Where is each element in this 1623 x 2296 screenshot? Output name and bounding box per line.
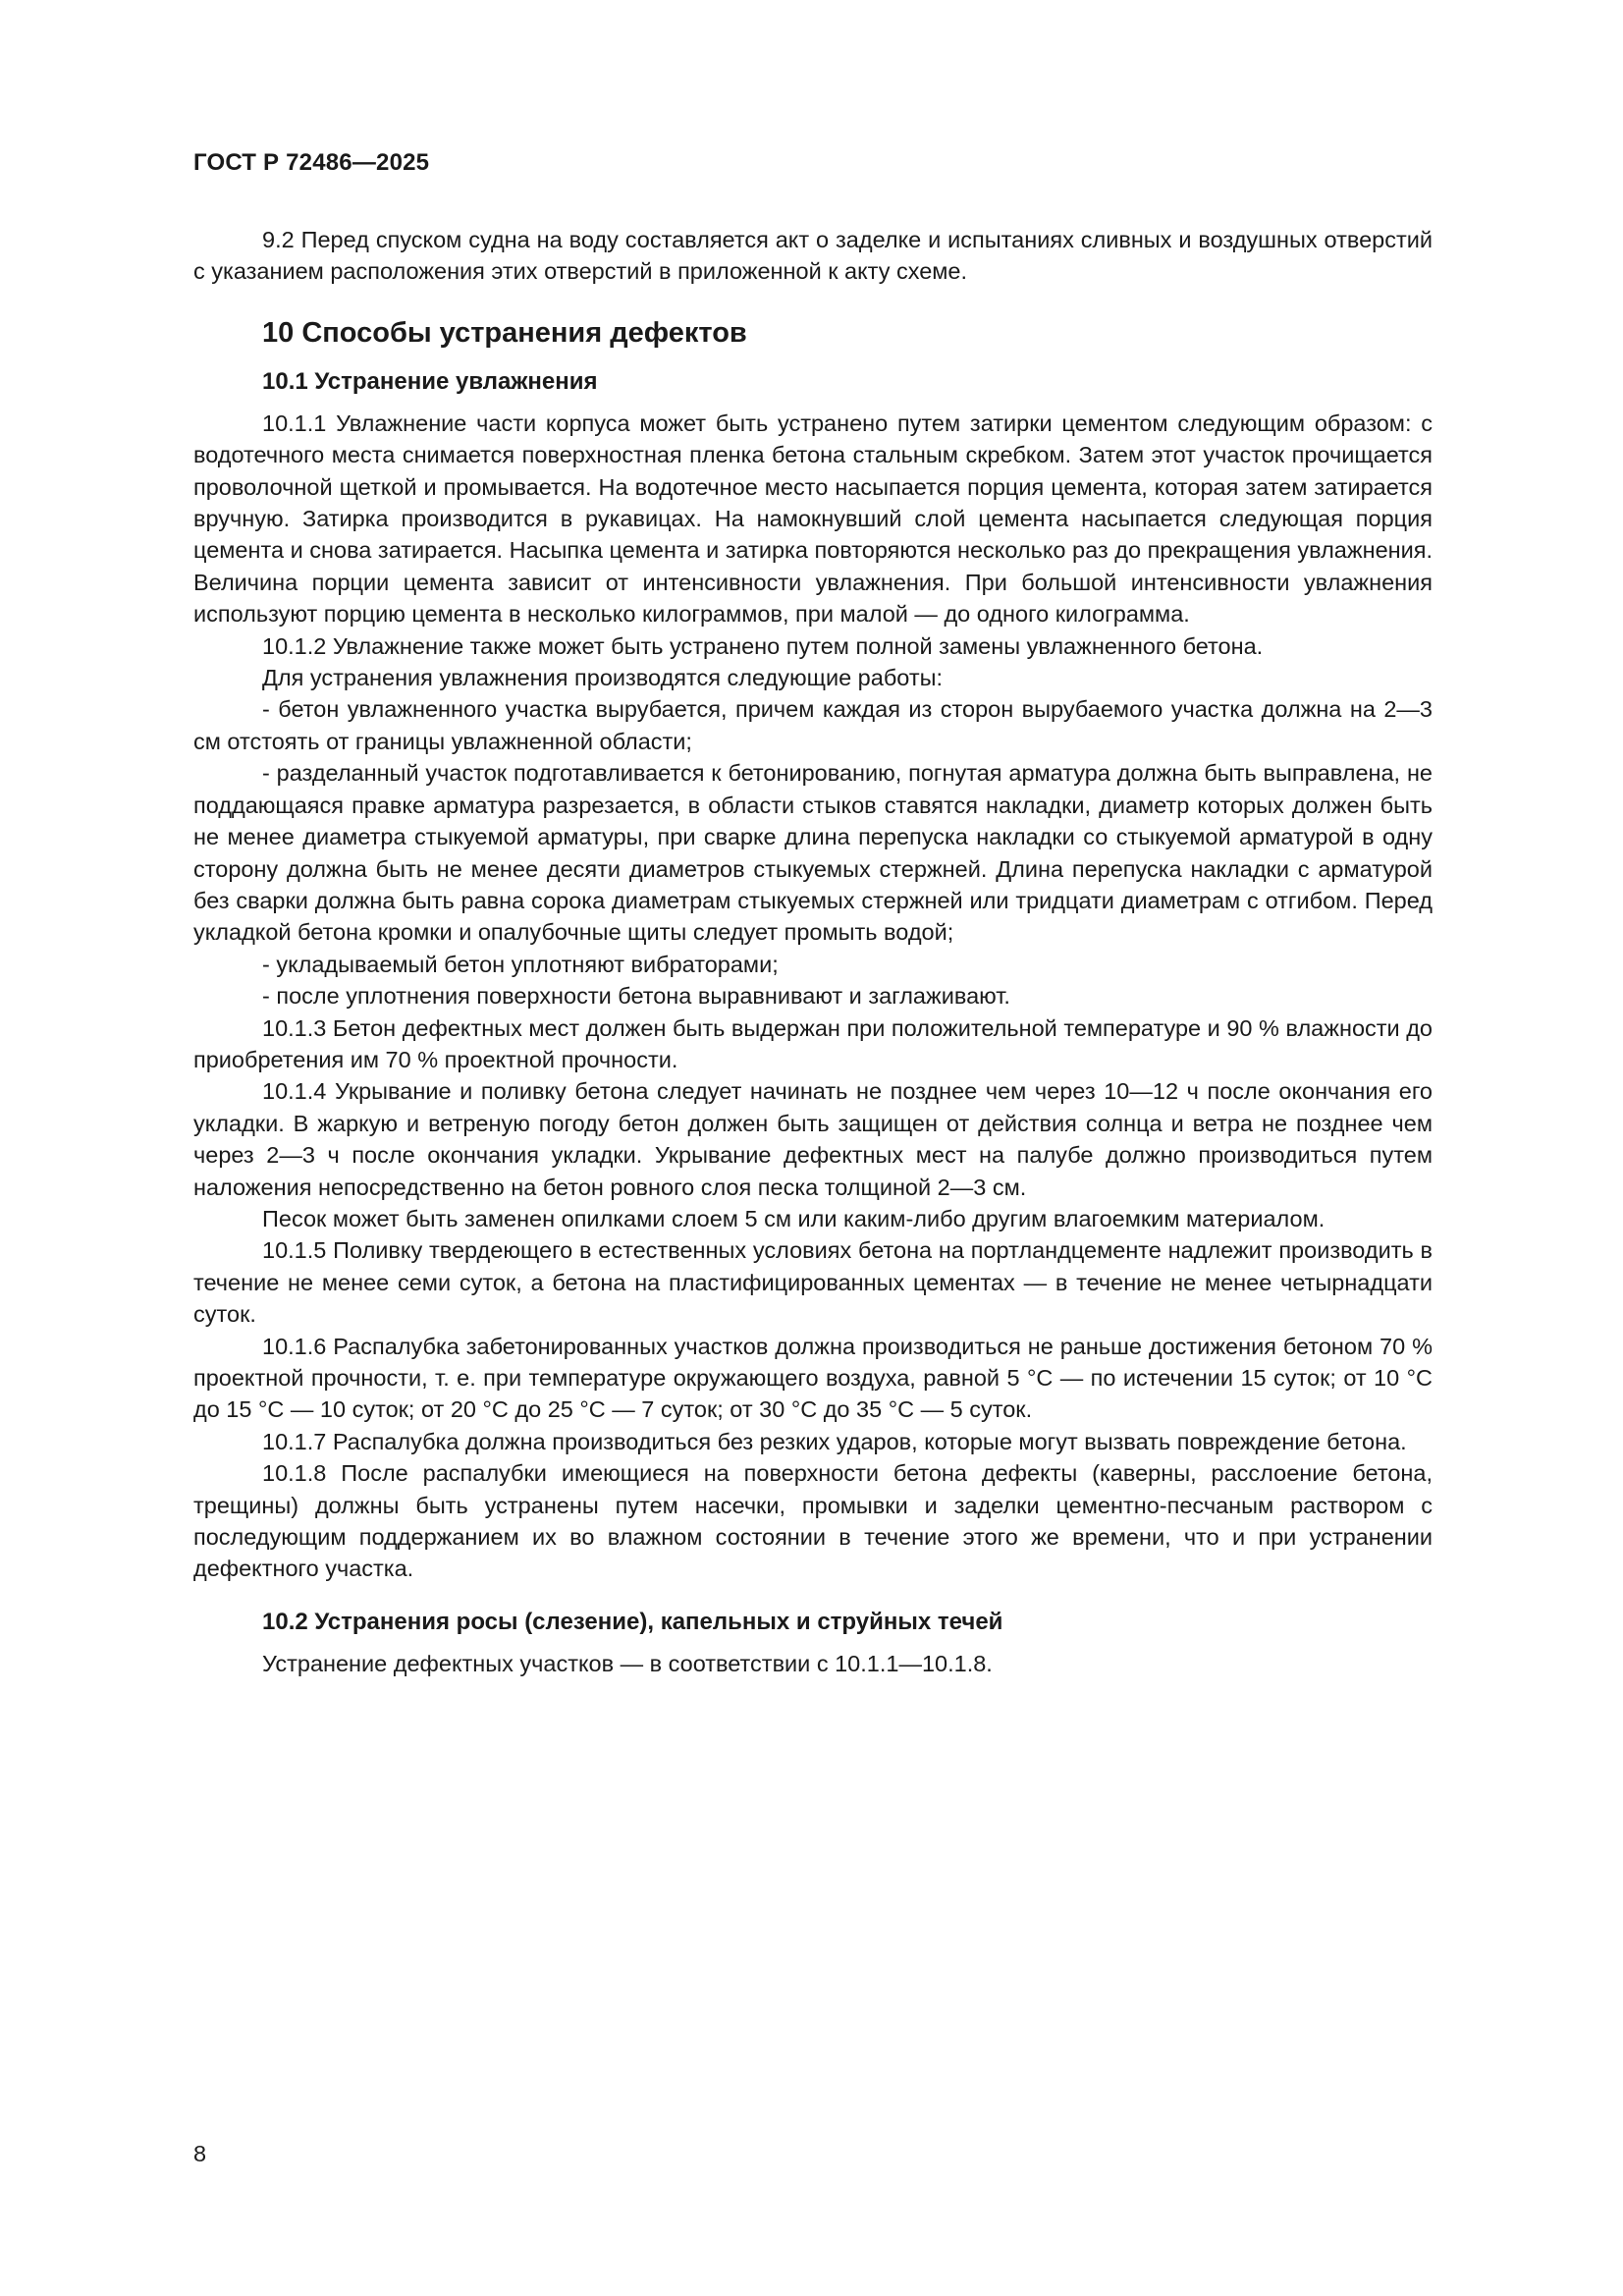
document-code-header: ГОСТ Р 72486—2025	[193, 149, 430, 176]
list-item-prepare-area: - разделанный участок подготавливается к бетонированию, погнутая арматура должна быть выправлена, не поддающаяся правке арматура разрезается, в области стыков ставятся накладки, диаметр которых должен быть не менее диаметра стыкуемой арматуры, при сварке длина перепуска накладки со стыкуемой арматурой в одну сторону должна быть не менее десяти диаметров стыкуемых стержней. Длина перепуска накладки с арматурой без сварки должна быть равна сорока диаметрам стыкуемых стержней или тридцати диаметрам с отгибом. Перед укладкой бетона кромки и опалубочные щиты следует промыть водой;	[193, 760, 1433, 946]
paragraph-9-2: 9.2 Перед спуском судна на воду составляется акт о заделке и испытаниях сливных и воздушных отверстий с указанием расположения этих отверстий в приложенной к акту схеме.	[193, 227, 1433, 285]
subsection-10-1-heading: 10.1 Устранение увлажнения	[262, 367, 598, 395]
paragraph-10-1-4: 10.1.4 Укрывание и поливку бетона следует начинать не позднее чем через 10—12 ч после окончания его укладки. В жаркую и ветреную погоду бетон должен быть защищен от действия солнца и ветра не позднее чем через 2—3 ч после окончания укладки. Укрывание дефектных мест на палубе должно производиться путем наложения непосредственно на бетон ровного слоя песка толщиной 2—3 см.	[193, 1078, 1433, 1200]
paragraph-sand-replacement: Песок может быть заменен опилками слоем 5 см или каким-либо другим влагоемким материалом.	[262, 1205, 1325, 1231]
list-item-cut-concrete: - бетон увлажненного участка вырубается, причем каждая из сторон вырубаемого участка должна на 2—3 см отстоять от границы увлажненной области;	[193, 696, 1433, 754]
paragraph-10-1-6: 10.1.6 Распалубка забетонированных участков должна производиться не раньше достижения бетоном 70 % проектной прочности, т. е. при температуре окружающего воздуха, равной 5 °С — по истечении 15 суток; от 10 °С до 15 °С — 10 суток; от 20 °С до 25 °С — 7 суток; от 30 °С до 35 °С — 5 суток.	[193, 1333, 1433, 1423]
paragraph-10-1-8: 10.1.8 После распалубки имеющиеся на поверхности бетона дефекты (каверны, расслоение бетона, трещины) должны быть устранены путем насечки, промывки и заделки цементно-песчаным раствором с последующим поддержанием их во влажном состоянии в течение этого же времени, что и при устранении дефектного участка.	[193, 1460, 1433, 1582]
paragraph-10-1-7: 10.1.7 Распалубка должна производиться без резких ударов, которые могут вызвать повреждение бетона.	[262, 1428, 1407, 1454]
list-item-level-surface: - после уплотнения поверхности бетона выравнивают и заглаживают.	[262, 983, 1010, 1010]
section-10-heading: 10 Способы устранения дефектов	[262, 316, 747, 349]
paragraph-10-1-1: 10.1.1 Увлажнение части корпуса может быть устранено путем затирки цементом следующим образом: с водотечного места снимается поверхностная пленка бетона стальным скребком. Затем этот участок прочищается проволочной щеткой и промывается. На водотечное место насыпается порция цемента, которая затем затирается вручную. Затирка производится в рукавицах. На намокнувший слой цемента насыпается следующая порция цемента и снова затирается. Насыпка цемента и затирка повторяются несколько раз до прекращения увлажнения. Величина порции цемента зависит от интенсивности увлажнения. При большой интенсивности увлажнения используют порцию цемента в несколько килограммов, при малой — до одного килограмма.	[193, 410, 1433, 628]
paragraph-10-1-5: 10.1.5 Поливку твердеющего в естественных условиях бетона на портландцементе надлежит производить в течение не менее семи суток, а бетона на пластифицированных цементах — в течение не менее четырнадцати суток.	[193, 1237, 1433, 1328]
paragraph-10-1-2: 10.1.2 Увлажнение также может быть устранено путем полной замены увлажненного бетона.	[262, 632, 1264, 659]
paragraph-works-intro: Для устранения увлажнения производятся следующие работы:	[262, 665, 944, 691]
list-item-vibrators: - укладываемый бетон уплотняют вибраторами;	[262, 951, 779, 977]
subsection-10-2-heading: 10.2 Устранения росы (слезение), капельных и струйных течей	[262, 1608, 1003, 1635]
page-number: 8	[193, 2141, 207, 2166]
paragraph-10-2: Устранение дефектных участков — в соответствии с 10.1.1—10.1.8.	[262, 1650, 993, 1676]
document-body	[193, 224, 1433, 1679]
paragraph-10-1-3: 10.1.3 Бетон дефектных мест должен быть выдержан при положительной температуре и 90 % влажности до приобретения им 70 % проектной прочности.	[193, 1014, 1433, 1072]
